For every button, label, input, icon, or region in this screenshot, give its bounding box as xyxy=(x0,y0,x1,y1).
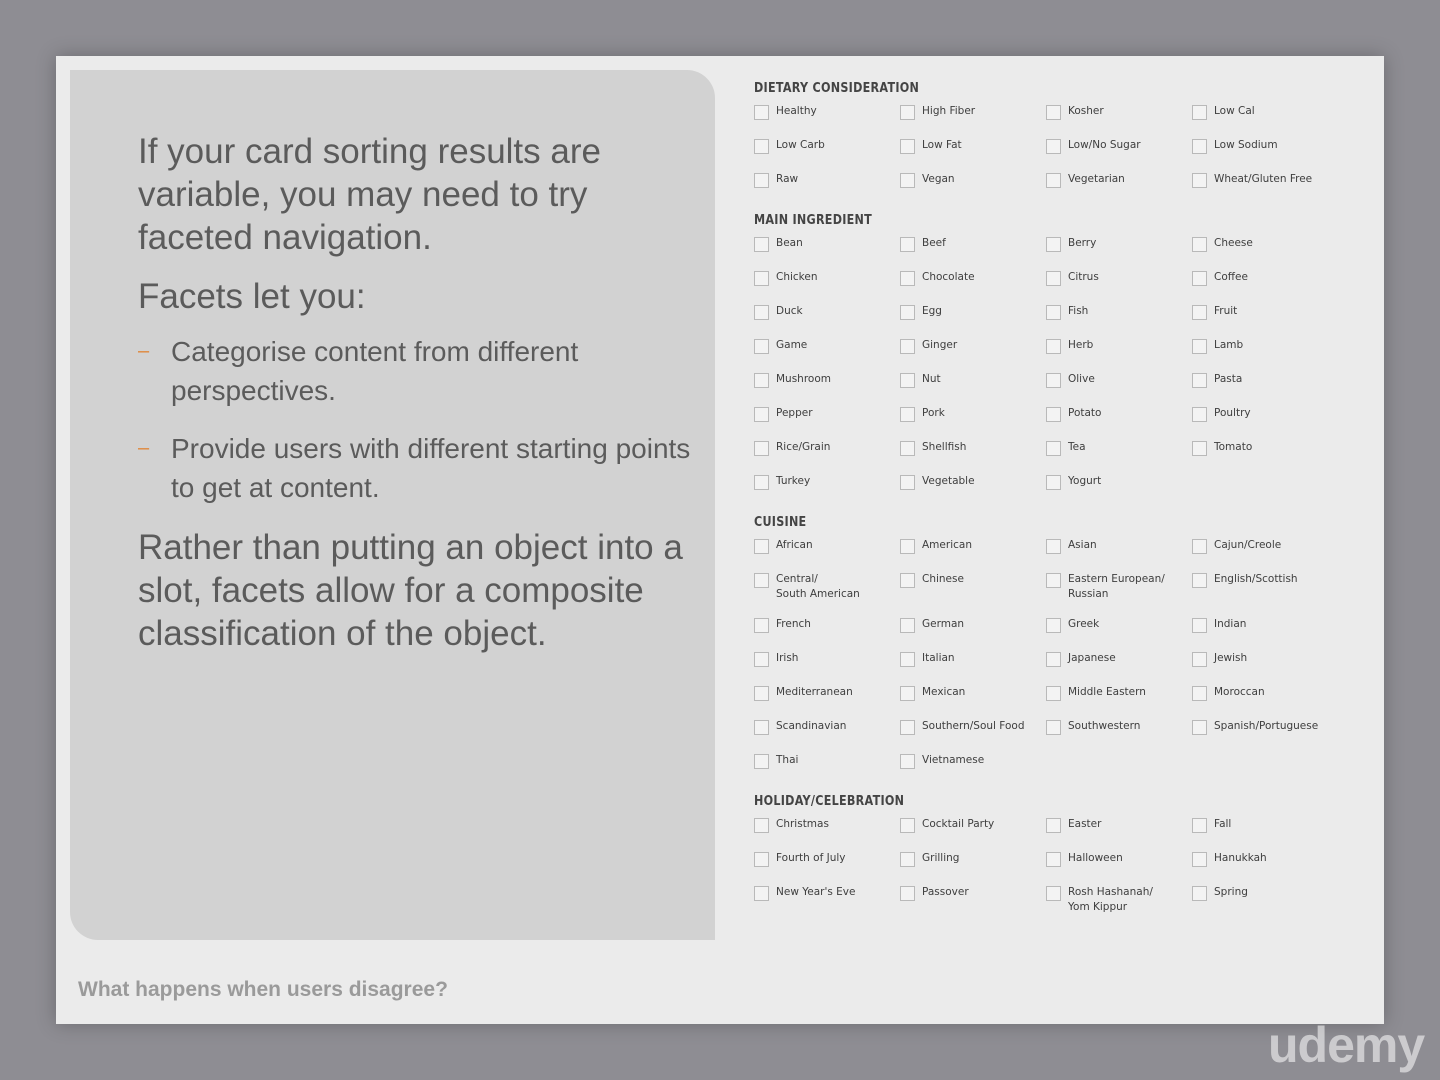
checkbox-label: Mushroom xyxy=(776,373,832,385)
checkbox-label: Yogurt xyxy=(1068,475,1102,487)
checkbox-option[interactable] xyxy=(754,436,900,470)
checkbox-label: Kosher xyxy=(1068,105,1104,117)
checkbox[interactable] xyxy=(754,105,769,120)
checkbox[interactable] xyxy=(754,754,769,769)
checkbox[interactable] xyxy=(1046,475,1061,490)
checkbox-label: Christmas xyxy=(776,818,829,830)
checkbox-label: New Year's Eve xyxy=(776,886,856,898)
checkbox-label: Hanukkah xyxy=(1214,852,1267,864)
checkbox-option[interactable] xyxy=(900,749,1046,783)
checkbox-label: Coffee xyxy=(1214,271,1248,283)
closing-text: Rather than putting an object into a slot, facets allow for a composite classification of the object. xyxy=(138,528,683,653)
text-panel xyxy=(70,70,715,940)
checkbox-label: Game xyxy=(776,339,808,351)
checkbox[interactable] xyxy=(1192,139,1207,154)
checkbox-label: English/Scottish xyxy=(1214,573,1298,585)
checkbox[interactable] xyxy=(754,271,769,286)
checkbox-option[interactable] xyxy=(900,681,1046,715)
checkbox-option[interactable] xyxy=(1046,847,1192,881)
checkbox-label: Spring xyxy=(1214,886,1248,898)
checkbox-label: Potato xyxy=(1068,407,1102,419)
checkbox-option[interactable] xyxy=(754,168,900,202)
checkbox[interactable] xyxy=(754,305,769,320)
checkbox-label: Raw xyxy=(776,173,799,185)
checkbox-option[interactable] xyxy=(1192,168,1352,202)
checkbox-label: French xyxy=(776,618,811,630)
checkbox[interactable] xyxy=(1192,818,1207,833)
checkbox[interactable] xyxy=(900,754,915,769)
checkbox-option[interactable] xyxy=(1046,368,1192,402)
intro-text: If your card sorting results are variable, you may need to try faceted navigation. xyxy=(138,132,601,257)
checkbox[interactable] xyxy=(900,139,915,154)
checkbox[interactable] xyxy=(1192,886,1207,901)
checkbox[interactable] xyxy=(1192,305,1207,320)
checkbox-label: Pork xyxy=(922,407,945,419)
checkbox-label: Eastern European/ Russian xyxy=(1068,573,1165,600)
checkbox-grid xyxy=(754,534,1364,783)
checkbox[interactable] xyxy=(754,818,769,833)
checkbox-option[interactable] xyxy=(1046,300,1192,334)
checkbox[interactable] xyxy=(900,105,915,120)
checkbox[interactable] xyxy=(1046,539,1061,554)
checkbox-option[interactable] xyxy=(754,100,900,134)
checkbox[interactable] xyxy=(1046,720,1061,735)
checkbox-option[interactable] xyxy=(1192,100,1352,134)
checkbox-option[interactable] xyxy=(900,368,1046,402)
checkbox-label: Lamb xyxy=(1214,339,1244,351)
checkbox-label: Bean xyxy=(776,237,803,249)
dash-icon: – xyxy=(138,437,150,459)
section-title: HOLIDAY/CELEBRATION xyxy=(754,794,905,809)
section-title: DIETARY CONSIDERATION xyxy=(754,81,920,96)
checkbox[interactable] xyxy=(1192,271,1207,286)
checkbox[interactable] xyxy=(900,686,915,701)
checkbox-option[interactable] xyxy=(1192,715,1352,749)
checkbox-label: Low Carb xyxy=(776,139,825,151)
checkbox-option[interactable] xyxy=(1192,300,1352,334)
checkbox-label: Shellfish xyxy=(922,441,967,453)
checkbox-option[interactable] xyxy=(900,715,1046,749)
checkbox[interactable] xyxy=(1192,618,1207,633)
checkbox[interactable] xyxy=(1192,652,1207,667)
checkbox-option[interactable] xyxy=(900,134,1046,168)
section-title: MAIN INGREDIENT xyxy=(754,213,873,228)
checkbox[interactable] xyxy=(1192,539,1207,554)
checkbox-label: Fall xyxy=(1214,818,1232,830)
checkbox[interactable] xyxy=(754,686,769,701)
checkbox-label: Rice/Grain xyxy=(776,441,831,453)
checkbox-option[interactable] xyxy=(754,847,900,881)
checkbox-option[interactable] xyxy=(1046,715,1192,749)
checkbox-label: Vegetarian xyxy=(1068,173,1125,185)
checkbox[interactable] xyxy=(1046,652,1061,667)
checkbox[interactable] xyxy=(900,475,915,490)
checkbox-label: Cheese xyxy=(1214,237,1253,249)
checkbox[interactable] xyxy=(1046,852,1061,867)
checkbox[interactable] xyxy=(754,373,769,388)
checkbox-label: Moroccan xyxy=(1214,686,1265,698)
checkbox-label: Scandinavian xyxy=(776,720,847,732)
checkbox[interactable] xyxy=(1192,720,1207,735)
checkbox-option[interactable] xyxy=(900,232,1046,266)
checkbox-option[interactable] xyxy=(1192,134,1352,168)
checkbox-label: Egg xyxy=(922,305,942,317)
checkbox-label: Pepper xyxy=(776,407,813,419)
checkbox-option[interactable] xyxy=(900,402,1046,436)
checkbox-option[interactable] xyxy=(900,168,1046,202)
checkbox-label: Asian xyxy=(1068,539,1097,551)
checkbox-label: Chocolate xyxy=(922,271,975,283)
checkbox-option[interactable] xyxy=(1046,613,1192,647)
checkbox[interactable] xyxy=(1192,441,1207,456)
checkbox-option[interactable] xyxy=(900,470,1046,504)
checkbox[interactable] xyxy=(1046,339,1061,354)
checkbox-label: Low Cal xyxy=(1214,105,1255,117)
checkbox-option[interactable] xyxy=(754,715,900,749)
checkbox-option[interactable] xyxy=(1046,168,1192,202)
checkbox-label: Berry xyxy=(1068,237,1097,249)
checkbox-option[interactable] xyxy=(754,368,900,402)
checkbox-label: Thai xyxy=(776,754,799,766)
checkbox[interactable] xyxy=(1192,852,1207,867)
checkbox-option[interactable] xyxy=(754,334,900,368)
checkbox-label: Tea xyxy=(1068,441,1086,453)
bullet-text: Categorise content from different perspectives. xyxy=(171,336,579,406)
checkbox[interactable] xyxy=(900,305,915,320)
checkbox[interactable] xyxy=(900,271,915,286)
checkbox-label: Low/No Sugar xyxy=(1068,139,1141,151)
checkbox-option[interactable] xyxy=(1192,847,1352,881)
checkbox-label: Passover xyxy=(922,886,969,898)
checkbox-option[interactable] xyxy=(754,749,900,783)
slide-body xyxy=(138,130,698,690)
checkbox-label: Low Sodium xyxy=(1214,139,1278,151)
checkbox-option[interactable] xyxy=(900,534,1046,568)
checkbox[interactable] xyxy=(754,407,769,422)
checkbox[interactable] xyxy=(754,886,769,901)
checkbox-label: Duck xyxy=(776,305,803,317)
checkbox-option[interactable] xyxy=(754,881,900,926)
checkbox[interactable] xyxy=(754,539,769,554)
checkbox-option[interactable] xyxy=(754,232,900,266)
checkbox[interactable] xyxy=(1046,818,1061,833)
checkbox-label: Japanese xyxy=(1068,652,1116,664)
checkbox[interactable] xyxy=(900,441,915,456)
checkbox[interactable] xyxy=(900,539,915,554)
checkbox[interactable] xyxy=(1192,105,1207,120)
checkbox-label: Indian xyxy=(1214,618,1247,630)
checkbox[interactable] xyxy=(900,573,915,588)
checkbox-option[interactable] xyxy=(1046,334,1192,368)
checkbox-option[interactable] xyxy=(1046,881,1192,926)
checkbox[interactable] xyxy=(1046,237,1061,252)
checkbox[interactable] xyxy=(1192,573,1207,588)
checkbox[interactable] xyxy=(900,652,915,667)
checkbox-option[interactable] xyxy=(1046,681,1192,715)
checkbox-label: German xyxy=(922,618,965,630)
checkbox-label: Halloween xyxy=(1068,852,1123,864)
checkbox[interactable] xyxy=(900,720,915,735)
checkbox-option[interactable] xyxy=(900,436,1046,470)
bullet-text: Provide users with different starting points to get at content. xyxy=(171,433,691,503)
checkbox-label: Cajun/Creole xyxy=(1214,539,1282,551)
checkbox-option[interactable] xyxy=(1192,368,1352,402)
checkbox-grid xyxy=(754,232,1364,504)
checkbox-option[interactable] xyxy=(1046,470,1192,504)
facet-list xyxy=(754,78,1364,934)
checkbox-label: Herb xyxy=(1068,339,1094,351)
checkbox-option[interactable] xyxy=(900,334,1046,368)
checkbox-label: Tomato xyxy=(1214,441,1253,453)
checkbox-option[interactable] xyxy=(754,134,900,168)
checkbox-option[interactable] xyxy=(1192,436,1352,470)
checkbox-label: Mediterranean xyxy=(776,686,853,698)
checkbox-label: Turkey xyxy=(776,475,811,487)
checkbox-option[interactable] xyxy=(754,647,900,681)
checkbox-option[interactable] xyxy=(900,813,1046,847)
checkbox-option[interactable] xyxy=(754,813,900,847)
checkbox[interactable] xyxy=(1192,339,1207,354)
checkbox-option[interactable] xyxy=(1192,813,1352,847)
checkbox-label: Vegan xyxy=(922,173,955,185)
checkbox[interactable] xyxy=(1046,305,1061,320)
checkbox[interactable] xyxy=(1046,139,1061,154)
checkbox-option[interactable] xyxy=(1192,647,1352,681)
checkbox-option[interactable] xyxy=(1192,334,1352,368)
checkbox-grid xyxy=(754,100,1364,202)
checkbox[interactable] xyxy=(900,373,915,388)
checkbox-label: Ginger xyxy=(922,339,958,351)
facets-heading: Facets let you: xyxy=(138,277,366,316)
checkbox-label: Rosh Hashanah/ Yom Kippur xyxy=(1068,886,1153,913)
checkbox-option[interactable] xyxy=(754,613,900,647)
checkbox[interactable] xyxy=(900,852,915,867)
checkbox[interactable] xyxy=(754,573,769,588)
checkbox-option[interactable] xyxy=(754,470,900,504)
checkbox[interactable] xyxy=(900,339,915,354)
checkbox[interactable] xyxy=(1046,686,1061,701)
checkbox-label: Vegetable xyxy=(922,475,975,487)
checkbox-label: Nut xyxy=(922,373,941,385)
checkbox-label: Irish xyxy=(776,652,799,664)
checkbox[interactable] xyxy=(1046,373,1061,388)
checkbox-option[interactable] xyxy=(1192,232,1352,266)
bullet-item xyxy=(138,332,698,410)
checkbox-label: Low Fat xyxy=(922,139,962,151)
checkbox[interactable] xyxy=(1046,407,1061,422)
checkbox-grid xyxy=(754,813,1364,926)
checkbox-label: Easter xyxy=(1068,818,1102,830)
checkbox-option[interactable] xyxy=(1046,134,1192,168)
checkbox-label: Southern/Soul Food xyxy=(922,720,1025,732)
checkbox-option[interactable] xyxy=(754,266,900,300)
checkbox[interactable] xyxy=(1046,886,1061,901)
checkbox-option[interactable] xyxy=(900,613,1046,647)
checkbox-label: Chinese xyxy=(922,573,964,585)
checkbox-option[interactable] xyxy=(1046,266,1192,300)
checkbox[interactable] xyxy=(1192,373,1207,388)
udemy-logo: udemy xyxy=(1268,1017,1425,1073)
checkbox-label: Olive xyxy=(1068,373,1095,385)
checkbox-option[interactable] xyxy=(1046,534,1192,568)
checkbox-label: Chicken xyxy=(776,271,818,283)
checkbox[interactable] xyxy=(754,652,769,667)
checkbox[interactable] xyxy=(1046,573,1061,588)
checkbox-label: Southwestern xyxy=(1068,720,1141,732)
checkbox-option[interactable] xyxy=(900,568,1046,613)
checkbox-option[interactable] xyxy=(1192,881,1352,926)
checkbox-option[interactable] xyxy=(1192,402,1352,436)
checkbox[interactable] xyxy=(1046,618,1061,633)
checkbox-label: Grilling xyxy=(922,852,960,864)
checkbox-option[interactable] xyxy=(1046,232,1192,266)
checkbox-label: Wheat/Gluten Free xyxy=(1214,173,1313,185)
checkbox-label: Fourth of July xyxy=(776,852,846,864)
checkbox-label: Fruit xyxy=(1214,305,1238,317)
checkbox-option[interactable] xyxy=(754,681,900,715)
checkbox-label: Jewish xyxy=(1214,652,1248,664)
checkbox-option[interactable] xyxy=(1192,266,1352,300)
checkbox[interactable] xyxy=(754,237,769,252)
checkbox-option[interactable] xyxy=(1046,647,1192,681)
checkbox[interactable] xyxy=(900,818,915,833)
checkbox-label: Beef xyxy=(922,237,946,249)
checkbox-label: Vietnamese xyxy=(922,754,985,766)
checkbox-label: Poultry xyxy=(1214,407,1251,419)
checkbox-option[interactable] xyxy=(1192,568,1352,613)
checkbox-label: American xyxy=(922,539,972,551)
checkbox[interactable] xyxy=(754,173,769,188)
checkbox-option[interactable] xyxy=(754,534,900,568)
checkbox[interactable] xyxy=(754,720,769,735)
checkbox-label: Mexican xyxy=(922,686,966,698)
checkbox[interactable] xyxy=(754,852,769,867)
checkbox[interactable] xyxy=(1192,407,1207,422)
checkbox-label: Healthy xyxy=(776,105,817,117)
checkbox[interactable] xyxy=(1046,173,1061,188)
dash-icon: – xyxy=(138,340,150,362)
checkbox[interactable] xyxy=(1192,173,1207,188)
section-title: CUISINE xyxy=(754,515,807,530)
checkbox-option[interactable] xyxy=(900,881,1046,926)
checkbox[interactable] xyxy=(900,237,915,252)
checkbox-option[interactable] xyxy=(900,847,1046,881)
checkbox-option[interactable] xyxy=(1046,100,1192,134)
checkbox-option[interactable] xyxy=(900,100,1046,134)
checkbox[interactable] xyxy=(1046,441,1061,456)
checkbox-option[interactable] xyxy=(754,568,900,613)
checkbox-option[interactable] xyxy=(900,647,1046,681)
checkbox-label: Fish xyxy=(1068,305,1089,317)
checkbox-label: African xyxy=(776,539,813,551)
checkbox-option[interactable] xyxy=(1046,568,1192,613)
checkbox[interactable] xyxy=(754,475,769,490)
checkbox-option[interactable] xyxy=(1046,402,1192,436)
checkbox-label: High Fiber xyxy=(922,105,976,117)
checkbox[interactable] xyxy=(754,139,769,154)
checkbox-option[interactable] xyxy=(1046,813,1192,847)
checkbox[interactable] xyxy=(1192,237,1207,252)
checkbox-option[interactable] xyxy=(900,300,1046,334)
checkbox-option[interactable] xyxy=(1046,436,1192,470)
checkbox-label: Greek xyxy=(1068,618,1100,630)
bullet-item xyxy=(138,429,698,507)
checkbox[interactable] xyxy=(900,618,915,633)
checkbox-option[interactable] xyxy=(1192,613,1352,647)
checkbox-label: Italian xyxy=(922,652,955,664)
checkbox[interactable] xyxy=(1046,105,1061,120)
checkbox[interactable] xyxy=(900,173,915,188)
checkbox-label: Citrus xyxy=(1068,271,1099,283)
checkbox-option[interactable] xyxy=(1192,681,1352,715)
checkbox-option[interactable] xyxy=(1192,534,1352,568)
checkbox[interactable] xyxy=(754,441,769,456)
checkbox-option[interactable] xyxy=(900,266,1046,300)
checkbox-option[interactable] xyxy=(754,300,900,334)
checkbox-label: Spanish/Portuguese xyxy=(1214,720,1319,732)
checkbox-label: Cocktail Party xyxy=(922,818,995,830)
checkbox-label: Pasta xyxy=(1214,373,1243,385)
checkbox-label: Middle Eastern xyxy=(1068,686,1146,698)
checkbox-option[interactable] xyxy=(754,402,900,436)
checkbox[interactable] xyxy=(1046,271,1061,286)
checkbox[interactable] xyxy=(900,886,915,901)
slide xyxy=(56,56,1384,1024)
checkbox[interactable] xyxy=(1192,686,1207,701)
checkbox[interactable] xyxy=(754,339,769,354)
checkbox[interactable] xyxy=(900,407,915,422)
footer-question: What happens when users disagree? xyxy=(78,978,448,1001)
checkbox[interactable] xyxy=(754,618,769,633)
checkbox-label: Central/ South American xyxy=(776,573,860,600)
